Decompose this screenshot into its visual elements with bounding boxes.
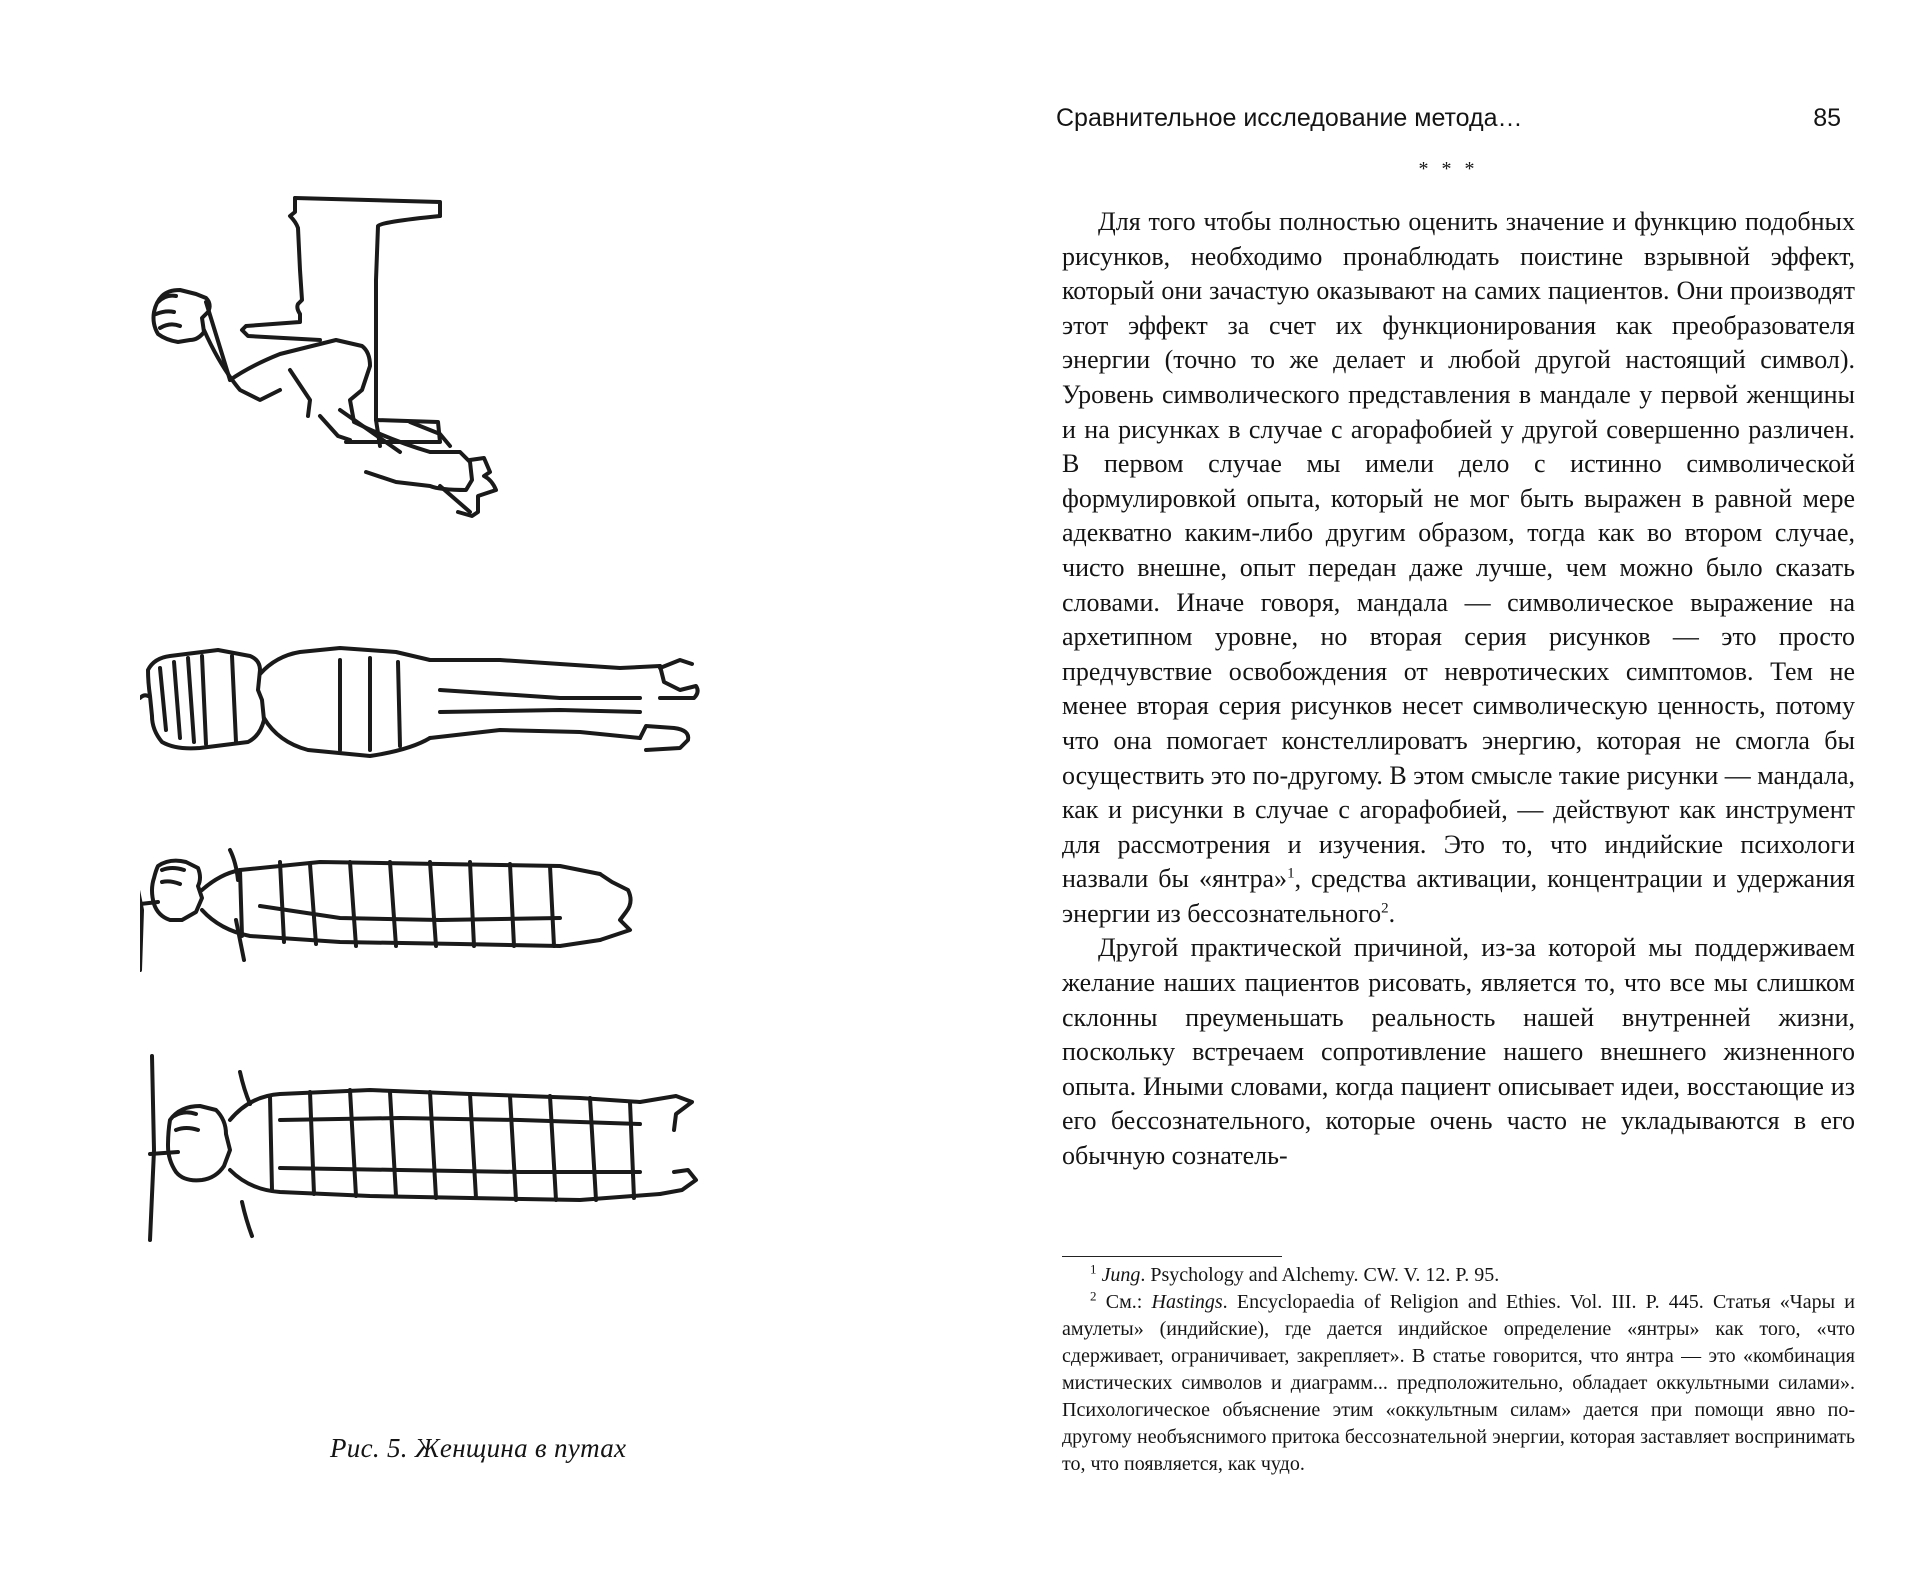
caption-prefix: Рис. 5. bbox=[330, 1433, 408, 1463]
figure-bound-woman-2 bbox=[150, 1056, 696, 1240]
running-head-title: Сравнительное исследование метода… bbox=[1056, 104, 1523, 132]
footnote bbox=[1062, 1262, 1855, 1289]
figure-seated-woman bbox=[154, 198, 497, 516]
paragraph-text: . bbox=[1388, 898, 1396, 928]
footnote-author: Jung bbox=[1101, 1264, 1141, 1286]
footnote-number: 1 bbox=[1090, 1261, 1097, 1277]
footnote-number: 2 bbox=[1090, 1288, 1097, 1304]
paragraph-text: , средства активации, концентрации и удержания энергии из бессознательного bbox=[1062, 864, 1855, 928]
figure-woman-in-bonds bbox=[140, 190, 880, 1250]
right-page bbox=[966, 0, 1932, 1584]
body-text bbox=[1062, 205, 1855, 1174]
footnotes bbox=[1062, 1262, 1855, 1478]
footnote-text: . Encyclopaedia of Religion and Ethies. Vol. III. P. 445. Статья «Чары и амулеты» (индийские), где дается индийское определение «янтры» как того, «что сдерживает, ограничивает, закрепляет». В статье говорится, что янтра — это «комбинация мистических символов и диаграмм... предположительно, обладает оккультными силами». Психологическое объяснение этим «оккультным силам» дается при помощи явно по-другому необъяснимого притока бессознательной энергии, которая заставляет воспринимать то, что появляется, как чудо. bbox=[1062, 1291, 1856, 1475]
figure-caption bbox=[330, 1433, 690, 1464]
footnote-author: Hastings bbox=[1151, 1291, 1223, 1313]
footnote-rule bbox=[1062, 1256, 1282, 1257]
paragraph bbox=[1062, 205, 1855, 931]
drawing-woman-figures bbox=[140, 190, 880, 1250]
paragraph: Другой практической причиной, из-за которой мы поддерживаем желание наших пациентов рисовать, является то, что все мы слишком склонны преуменьшать реальность нашей внутренней жизни, поскольку встречаем сопротивление нашего внешнего жизненного опыта. Иными словами, когда пациент описывает идеи, восстающие из его бессознательного, которые очень часто не укладываются в его обычную сознатель- bbox=[1062, 933, 1855, 1171]
running-head bbox=[1056, 104, 1841, 144]
caption-title: Женщина в путах bbox=[414, 1433, 627, 1463]
footnote-ref: 2 bbox=[1381, 900, 1389, 917]
page-number: 85 bbox=[1813, 104, 1841, 132]
figure-lying-woman-1 bbox=[140, 604, 698, 756]
footnote-ref: 1 bbox=[1287, 865, 1295, 882]
footnote bbox=[1062, 1289, 1855, 1478]
footnote-text: . Psychology and Alchemy. CW. V. 12. P. 95. bbox=[1140, 1264, 1500, 1286]
footnote-prefix: См.: bbox=[1105, 1291, 1152, 1313]
section-asterism: * * * bbox=[1418, 158, 1479, 180]
paragraph-text: Для того чтобы полностью оценить значение и функцию подобных рисунков, необходимо пронаблюдать поистине взрывной эффект, который они зачастую оказывают на самих пациентов. Они производят этот эффект за счет их функционирования как преобразователя энергии (точно то же делает и любой другой настоящий символ). Уровень символического представления в мандале у первой женщины и на рисунках в случае с агорафобией у другой совершенно различен. В первом случае мы имели дело с истинно символической формулировкой опыта, который не мог быть выражен в равной мере адекватно каким-либо другим образом, тогда как во втором случае, чисто внешне, опыт передан даже лучше, чем можно было сказать словами. Иначе говоря, мандала — символическое выражение на архетипном уровне, но вторая серия рисунков — это просто предчувствие освобождения от невротических симптомов. Тем не менее вторая серия рисунков несет символическую ценность, потому что она помогает констеллироватъ энергию, которая не смогла бы осуществить это по-другому. В этом смысле такие рисунки — мандала, как и рисунки в случае с агорафобией, — действуют как инструмент для рассмотрения и изучения. Это то, что индийские психологи назвали бы «янтра» bbox=[1062, 207, 1855, 894]
figure-bound-woman-1 bbox=[140, 826, 631, 970]
